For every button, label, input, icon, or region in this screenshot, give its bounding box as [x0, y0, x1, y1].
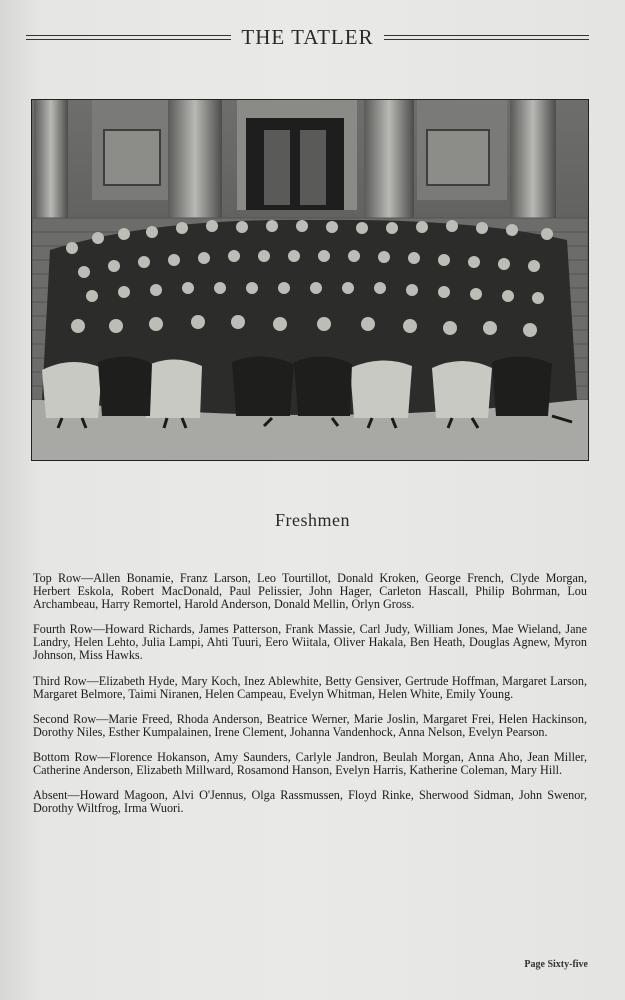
row-separator: — [67, 788, 80, 803]
row-names: Florence Hokanson, Amy Saunders, Carlyle Jandron, Beulah Morgan, Anna Aho, Jean Miller, Catherine Anderson, Elizabeth Millward, Rosamond Hanson, Evelyn Harris, Katherine Coleman, Mary Hill. [33, 749, 587, 777]
name-row [33, 675, 587, 701]
name-row [33, 623, 587, 662]
group-photo-illustration [32, 100, 588, 460]
header-rule-right [384, 35, 589, 40]
row-label: Third Row [33, 673, 87, 688]
row-names: Marie Freed, Rhoda Anderson, Beatrice Werner, Marie Joslin, Margaret Frei, Helen Hackinson, Dorothy Niles, Esther Kumpalainen, Irene Clement, Johanna Vandenhock, Anna Nelson, Evelyn Pearson. [33, 711, 588, 739]
page-number: Page Sixty-five [524, 959, 588, 970]
header-rule-left [26, 35, 231, 40]
name-row [33, 572, 587, 611]
row-label: Fourth Row [33, 622, 93, 637]
name-rows [33, 560, 587, 822]
row-names: Elizabeth Hyde, Mary Koch, Inez Ablewhite, Betty Gensiver, Gertrude Hoffman, Margaret Larson, Margaret Belmore, Taimi Niranen, Helen Campeau, Evelyn Whitman, Helen White, Emily Young. [33, 673, 587, 701]
name-row [33, 751, 587, 777]
row-label: Bottom Row [33, 749, 98, 764]
row-separator: — [96, 711, 109, 726]
page-header [26, 22, 589, 52]
row-label: Absent [33, 788, 68, 803]
section-heading: Freshmen [275, 510, 350, 530]
row-separator: — [97, 749, 110, 764]
row-label: Second Row [33, 711, 97, 726]
row-names: Howard Richards, James Patterson, Frank Massie, Carl Judy, William Jones, Mae Wieland, Jane Landry, Helen Lehto, Julia Lampi, Ahti Tuuri, Eero Wiitala, Oliver Hakala, Ben Heath, Douglas Agnew, Myron Johnson, Miss Hawks. [33, 622, 588, 663]
row-names: Howard Magoon, Alvi O'Jennus, Olga Rassmussen, Floyd Rinke, Sherwood Sidman, John Swenor, Dorothy Wiltfrog, Irma Wuori. [33, 788, 587, 816]
row-separator: — [92, 622, 105, 637]
row-separator: — [81, 571, 94, 586]
row-names: Allen Bonamie, Franz Larson, Leo Tourtillot, Donald Kroken, George French, Clyde Morgan, Herbert Eskola, Robert MacDonald, Paul Pelissier, John Hager, Carleton Hascall, Philip Bohrman, Lou Archambeau, Harry Remortel, Harold Anderson, Donald Mellin, Orlyn Gross. [33, 571, 587, 612]
name-row [33, 789, 587, 815]
name-row [33, 713, 587, 739]
publication-title: THE TATLER [241, 24, 374, 49]
row-label: Top Row [33, 571, 82, 586]
class-group-photo [31, 99, 589, 461]
row-separator: — [86, 673, 99, 688]
